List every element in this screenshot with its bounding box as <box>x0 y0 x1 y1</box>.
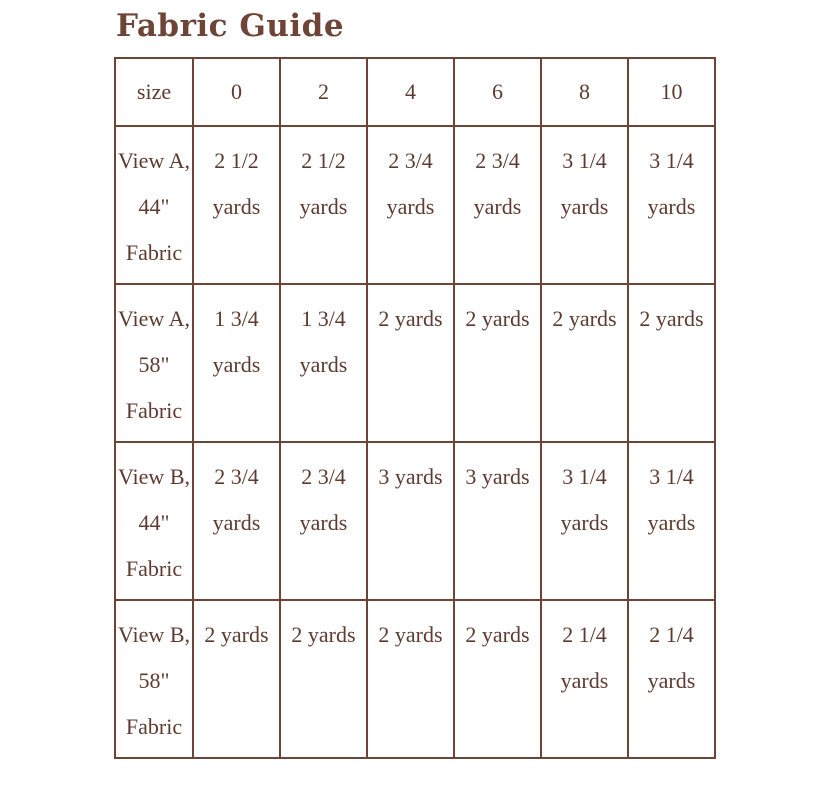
yardage-value: 2 1/4 yards <box>560 622 609 693</box>
table-cell <box>454 600 541 758</box>
yardage-value: 2 yards <box>291 622 356 647</box>
header-cell: 2 <box>280 58 367 126</box>
table-cell <box>454 126 541 284</box>
table-header-row <box>115 58 715 126</box>
yardage-value: 3 1/4 yards <box>560 148 609 219</box>
yardage-value: 2 3/4 yards <box>386 148 435 219</box>
row-label-cell <box>115 600 193 758</box>
row-label-cell <box>115 442 193 600</box>
table-cell <box>280 600 367 758</box>
yardage-value: 2 yards <box>378 306 443 331</box>
table-cell <box>193 126 280 284</box>
table-row <box>115 442 715 600</box>
header-cell: 6 <box>454 58 541 126</box>
table-cell <box>541 442 628 600</box>
table-cell <box>193 284 280 442</box>
yardage-value: 2 1/2 yards <box>212 148 261 219</box>
yardage-value: 1 3/4 yards <box>299 306 348 377</box>
yardage-value: 2 1/2 yards <box>299 148 348 219</box>
yardage-value: 2 3/4 yards <box>473 148 522 219</box>
table-cell <box>367 284 454 442</box>
table-cell <box>628 284 715 442</box>
table-cell <box>628 442 715 600</box>
yardage-value: 2 yards <box>639 306 704 331</box>
table-cell <box>280 442 367 600</box>
header-cell: 10 <box>628 58 715 126</box>
yardage-value: 2 3/4 yards <box>299 464 348 535</box>
table-cell <box>628 600 715 758</box>
table-cell <box>367 600 454 758</box>
table-row <box>115 284 715 442</box>
yardage-value: 3 1/4 yards <box>647 148 696 219</box>
row-label: View A, 58" Fabric <box>117 306 190 423</box>
header-cell: 4 <box>367 58 454 126</box>
yardage-value: 2 yards <box>465 306 530 331</box>
yardage-value: 1 3/4 yards <box>212 306 261 377</box>
yardage-value: 3 yards <box>378 464 443 489</box>
table-cell <box>454 284 541 442</box>
row-label-cell <box>115 126 193 284</box>
table-cell <box>628 126 715 284</box>
row-label: View A, 44" Fabric <box>117 148 190 265</box>
yardage-value: 3 1/4 yards <box>560 464 609 535</box>
header-cell-size: size <box>115 58 193 126</box>
yardage-value: 2 1/4 yards <box>647 622 696 693</box>
yardage-value: 3 1/4 yards <box>647 464 696 535</box>
table-cell <box>280 126 367 284</box>
table-cell <box>367 126 454 284</box>
table-row <box>115 126 715 284</box>
yardage-value: 2 3/4 yards <box>212 464 261 535</box>
table-cell <box>541 284 628 442</box>
fabric-guide-table <box>114 57 716 759</box>
table-cell <box>541 600 628 758</box>
header-cell: 0 <box>193 58 280 126</box>
table-cell <box>454 442 541 600</box>
page-title: Fabric Guide <box>116 8 345 44</box>
table-cell <box>541 126 628 284</box>
table-row <box>115 600 715 758</box>
yardage-value: 2 yards <box>465 622 530 647</box>
yardage-value: 2 yards <box>378 622 443 647</box>
row-label-cell <box>115 284 193 442</box>
row-label: View B, 58" Fabric <box>117 622 190 739</box>
yardage-value: 2 yards <box>552 306 617 331</box>
yardage-value: 3 yards <box>465 464 530 489</box>
yardage-value: 2 yards <box>204 622 269 647</box>
table-cell <box>367 442 454 600</box>
table-cell <box>193 442 280 600</box>
table-cell <box>280 284 367 442</box>
row-label: View B, 44" Fabric <box>117 464 190 581</box>
header-cell: 8 <box>541 58 628 126</box>
table-cell <box>193 600 280 758</box>
